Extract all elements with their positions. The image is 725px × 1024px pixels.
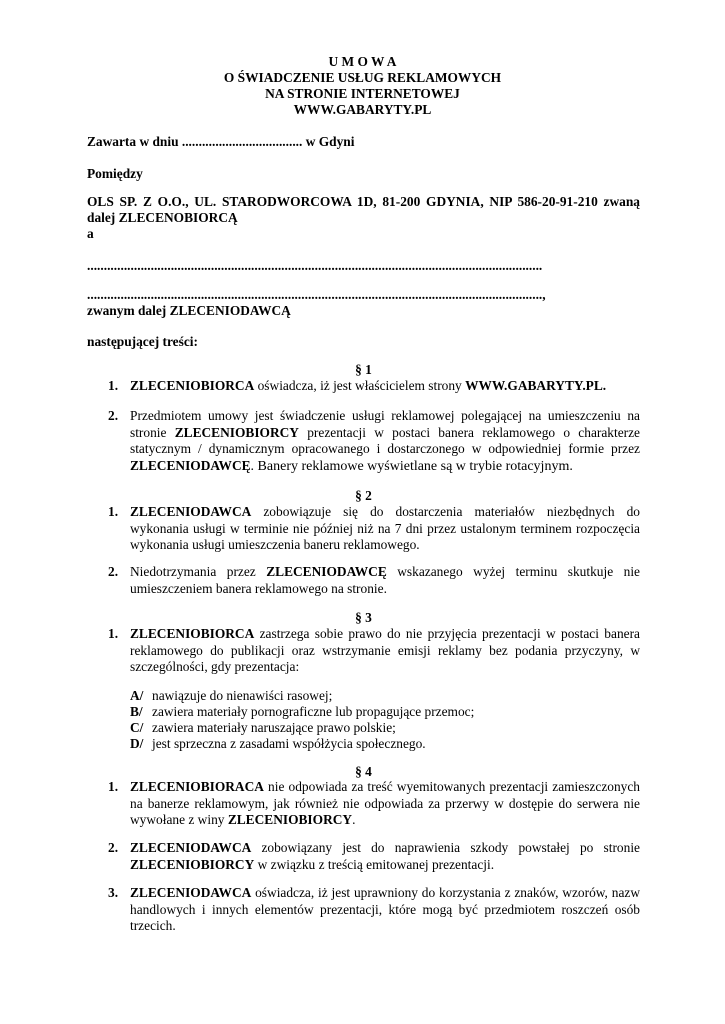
s1-p2-number: 2. <box>108 408 119 423</box>
s4-p1-number: 1. <box>108 779 119 794</box>
dots-line-1: ........................................................................................................................................ <box>87 258 543 273</box>
s2-p2-number: 2. <box>108 564 119 579</box>
title-line-1: U M O W A <box>328 54 397 69</box>
concluded-line: Zawarta w dniu .................................... w Gdyni <box>87 134 355 149</box>
s4-p2-text: ZLECENIODAWCA zobowiązany jest do naprawienia szkody powstałej po stronie ZLECENIOBIORCY w związku z treścią emitowanej prezentacji. <box>130 840 640 872</box>
s4-p3-number: 3. <box>108 885 119 900</box>
s4-p1-text: ZLECENIOBIORACA nie odpowiada za treść wyemitowanych prezentacji zamieszczonych na banerze reklamowym, jak również nie odpowiada za przerwy w dostępie do serwera nie wywołane z winy ZLECENIOBIORCY. <box>130 779 640 827</box>
title-line-2: O ŚWIADCZENIE USŁUG REKLAMOWYCH <box>223 70 502 85</box>
s3-item-b: B/ zawiera materiały pornograficzne lub propagujące przemoc; <box>130 704 475 719</box>
dots-line-2: ........................................................................................................................................, <box>87 287 546 302</box>
title-line-3: NA STRONIE INTERNETOWEJ <box>265 86 460 101</box>
title-line-4: WWW.GABARYTY.PL <box>293 102 432 117</box>
party1-line-2: dalej ZLECENOBIORCĄ <box>87 210 238 225</box>
section-3-heading: § 3 <box>355 610 372 625</box>
s1-p1-number: 1. <box>108 378 119 393</box>
s3-p1-number: 1. <box>108 626 119 641</box>
s1-p2-text: Przedmiotem umowy jest świadczenie usługi reklamowej polegającej na umieszczeniu na stronie ZLECENIOBIORCY prezentacji w postaci banera reklamowego o charakterze statycznym / dynamicznym opracowanego i dostarczonego w odpowiedniej formie przez ZLECENIODAWCĘ. Banery reklamowe wyświetlane są w trybie rotacyjnym. <box>130 408 641 474</box>
party2-line: zwanym dalej ZLECENIODAWCĄ <box>87 303 291 318</box>
and-label: a <box>87 226 94 241</box>
following-label: następującej treści: <box>87 334 198 349</box>
s1-p1-text: ZLECENIOBIORCA oświadcza, iż jest właścicielem strony WWW.GABARYTY.PL. <box>130 378 607 393</box>
s4-p3-text: ZLECENIODAWCA oświadcza, iż jest uprawniony do korzystania z znaków, wzorów, nazw handlowych i innych elementów prezentacji, które mogą być przedmiotem roszczeń osób trzecich. <box>130 885 640 933</box>
s2-p2-text: Niedotrzymania przez ZLECENIODAWCĘ wskazanego wyżej terminu skutkuje nie umieszczeniem banera reklamowego na stronie. <box>130 564 640 596</box>
between-label: Pomiędzy <box>87 166 143 181</box>
s3-item-a: A/ nawiązuje do nienawiści rasowej; <box>130 688 333 703</box>
party1-line-1: OLS SP. Z O.O., UL. STARODWORCOWA 1D, 81-200 GDYNIA, NIP 586-20-91-210 zwaną <box>87 194 640 209</box>
s3-item-c: C/ zawiera materiały naruszające prawo polskie; <box>130 720 396 735</box>
s3-p1-text: ZLECENIOBIORCA zastrzega sobie prawo do nie przyjęcia prezentacji w postaci banera reklamowego do publikacji oraz wstrzymanie emisji reklamy bez podania przyczyny, w szczególności, gdy prezentacja: <box>130 626 640 674</box>
section-4-heading: § 4 <box>355 764 372 779</box>
section-1-heading: § 1 <box>355 362 372 377</box>
s3-item-d: D/ jest sprzeczna z zasadami współżycia społecznego. <box>130 736 426 751</box>
s4-p2-number: 2. <box>108 840 119 855</box>
s2-p1-text: ZLECENIODAWCA zobowiązuje się do dostarczenia materiałów niezbędnych do wykonania usługi w terminie nie później niż na 7 dni przez ustalonym terminem rozpoczęcia wykonania usługi umieszczenia baneru reklamowego. <box>130 504 640 552</box>
section-2-heading: § 2 <box>355 488 372 503</box>
s2-p1-number: 1. <box>108 504 119 519</box>
